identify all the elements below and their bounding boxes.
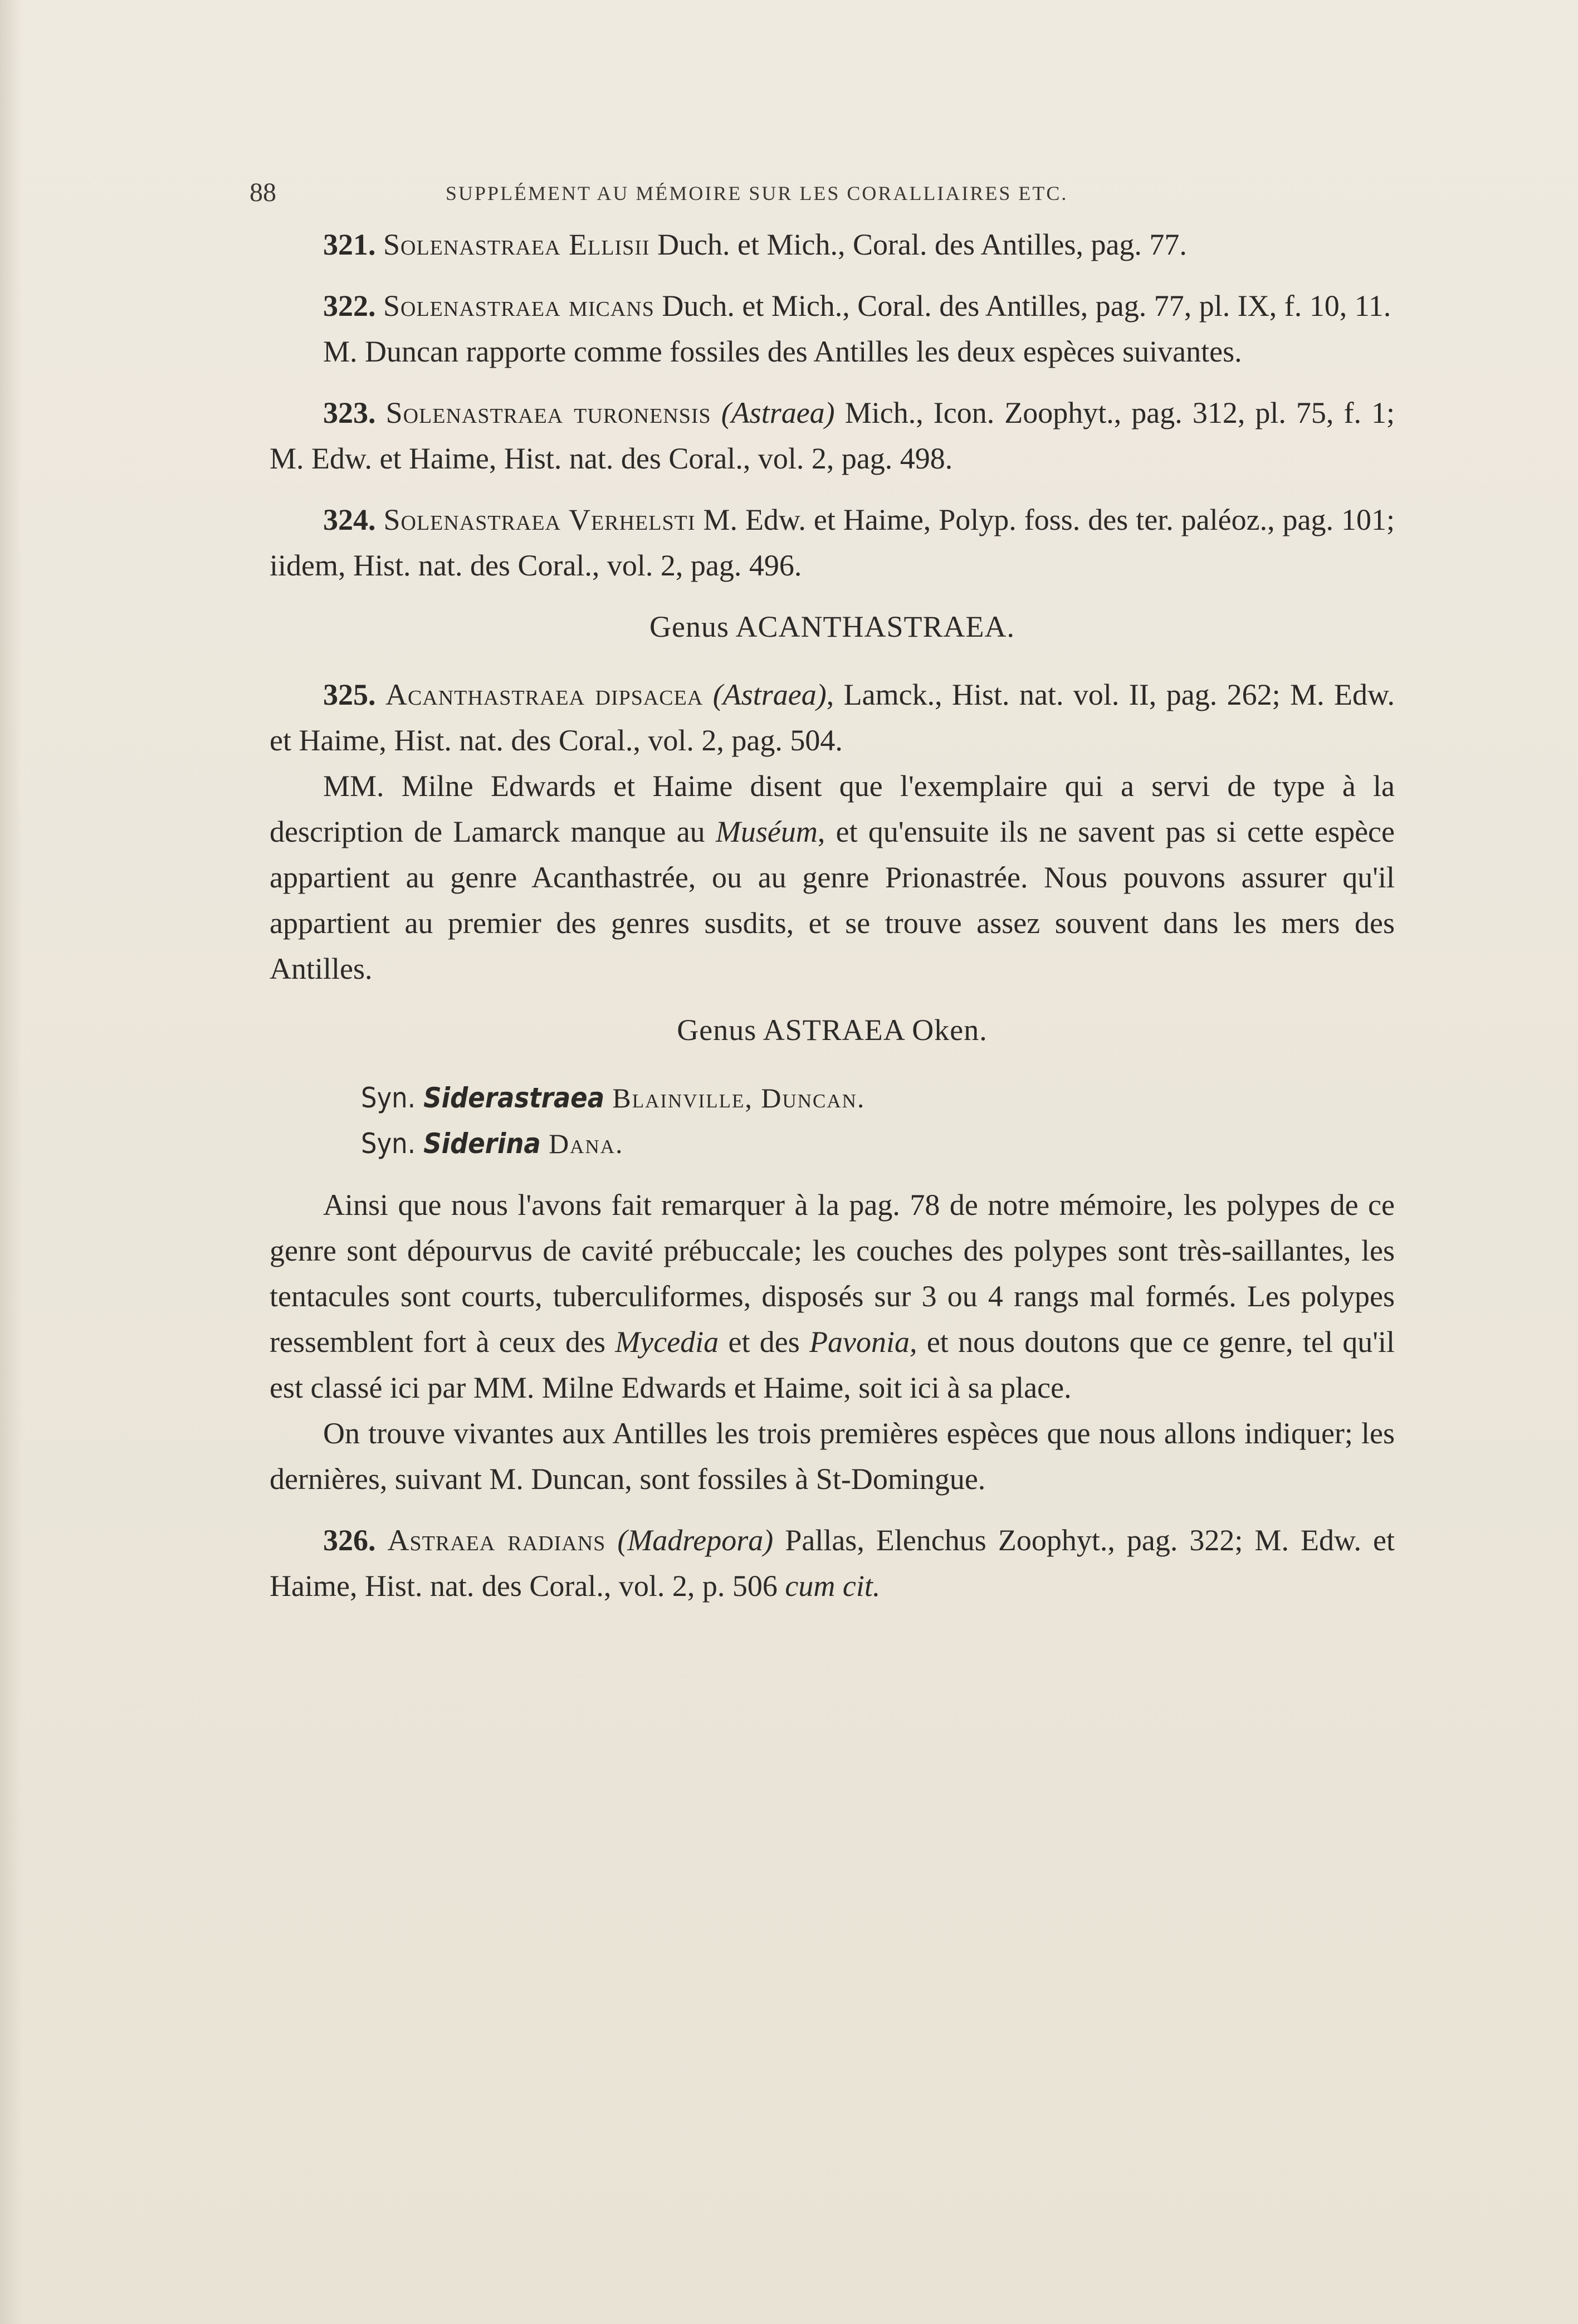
running-title: SUPPLÉMENT AU MÉMOIRE SUR LES CORALLIAIRES ETC. bbox=[446, 182, 1068, 204]
entry-321 bbox=[270, 222, 1395, 267]
paragraph-325-remarks bbox=[270, 763, 1395, 992]
remarks-text: MM. Milne Edwards et Haime disent que l'exemplaire qui a servi de type à la description de Lamarck manque au bbox=[270, 769, 1395, 848]
entry-number: 322. bbox=[323, 289, 376, 323]
remarks-text-cont: , et qu'ensuite ils ne savent pas si cette espèce appartient au genre Acanthastrée, ou au genre Prionastrée. Nous pouvons assurer qu'il appartient au premier des genres susdits, et se trouve assez souvent dans les mers des Antilles. bbox=[270, 815, 1395, 985]
synonym-line-1 bbox=[270, 1075, 1395, 1121]
entry-citation: Duch. et Mich., Coral. des Antilles, pag. 77. bbox=[649, 228, 1187, 261]
paragraph-on-trouve: On trouve vivantes aux Antilles les trois premières espèces que nous allons indiquer; les dernières, suivant M. Duncan, sont fossiles à St-Domingue. bbox=[270, 1417, 1395, 1496]
syn-authors: Blainville, Duncan. bbox=[612, 1082, 866, 1114]
species-name: Solenastraea Verhelsti bbox=[383, 503, 696, 536]
ainsi-text: Ainsi que nous l'avons fait remarquer à la pag. 78 de notre mémoire, les polypes de ce genre sont dépourvus de cavité prébuccale; les couches des polypes sont très-saillantes, les tentacules sont courts, tuberculiformes, disposés sur 3 ou 4 rangs mal formés. Les polypes ressemblent fort à ceux des bbox=[270, 1188, 1395, 1359]
entry-number: 324. bbox=[323, 503, 376, 536]
cum-cit: cum cit. bbox=[785, 1569, 881, 1603]
species-name: Astraea radians bbox=[387, 1524, 606, 1557]
entry-citation: , Lamck., Hist. nat. vol. II, pag. 262; M. Edw. et Haime, Hist. nat. des Coral., vol. 2, pag. 504. bbox=[270, 678, 1395, 757]
synonym: (Madrepora) bbox=[617, 1524, 774, 1557]
species-name: Acanthastraea dipsacea bbox=[385, 678, 703, 711]
entry-citation: Mich., Icon. Zoophyt., pag. 312, pl. 75, f. 1; M. Edw. et Haime, Hist. nat. des Coral., vol. 2, pag. 498. bbox=[270, 396, 1395, 475]
page-edge-shadow bbox=[0, 0, 22, 2324]
species-name: Solenastraea micans bbox=[383, 289, 654, 323]
duncan-note: M. Duncan rapporte comme fossiles des Antilles les deux espèces suivantes. bbox=[323, 335, 1242, 368]
syn-label: Syn. bbox=[361, 1127, 416, 1160]
synonym: (Astraea) bbox=[721, 396, 835, 429]
syn-name: Siderastraea bbox=[423, 1082, 605, 1114]
entry-322 bbox=[270, 283, 1395, 329]
page-header bbox=[250, 177, 1397, 211]
page-body bbox=[270, 222, 1395, 1609]
entry-citation: Duch. et Mich., Coral. des Antilles, pag. 77, pl. IX, f. 10, 11. bbox=[654, 289, 1391, 323]
species-name: Solenastraea Ellisii bbox=[383, 228, 650, 261]
pavonia-word: Pavonia, bbox=[809, 1325, 917, 1359]
museum-word: Muséum bbox=[715, 815, 818, 848]
syn-label: Syn. bbox=[361, 1082, 416, 1114]
syn-name: Siderina bbox=[423, 1127, 541, 1160]
entry-number: 323. bbox=[323, 396, 376, 429]
paragraph-ainsi bbox=[270, 1182, 1395, 1410]
syn-authors: Dana. bbox=[549, 1128, 624, 1159]
ainsi-text-c: et nous doutons que ce genre, tel qu'il est classé ici par MM. Milne Edwards et Haime, soit ici à sa place. bbox=[270, 1325, 1395, 1404]
entry-324 bbox=[270, 497, 1395, 588]
entry-number: 325. bbox=[323, 678, 376, 711]
entry-323 bbox=[270, 390, 1395, 481]
genus-heading-astraea: Genus ASTRAEA Oken. bbox=[677, 1013, 988, 1047]
synonym: (Astraea) bbox=[712, 678, 827, 711]
species-name: Solenastraea turonensis bbox=[385, 396, 711, 429]
genus-heading-acanthastraea: Genus ACANTHASTRAEA. bbox=[649, 610, 1015, 643]
synonym-line-2 bbox=[270, 1121, 1395, 1166]
entry-citation: Pallas, Elenchus Zoophyt., pag. 322; M. Edw. et Haime, Hist. nat. des Coral., vol. 2, p. 506 bbox=[270, 1524, 1395, 1603]
entry-citation: M. Edw. et Haime, Polyp. foss. des ter. paléoz., pag. 101; iidem, Hist. nat. des Coral., vol. 2, pag. 496. bbox=[270, 503, 1395, 582]
page-number: 88 bbox=[250, 178, 276, 207]
ainsi-text-b: et des bbox=[719, 1325, 810, 1359]
entry-326 bbox=[270, 1517, 1395, 1609]
entry-number: 326. bbox=[323, 1524, 376, 1557]
entry-325 bbox=[270, 672, 1395, 763]
mycedia-word: Mycedia bbox=[615, 1325, 719, 1359]
entry-number: 321. bbox=[323, 228, 376, 261]
